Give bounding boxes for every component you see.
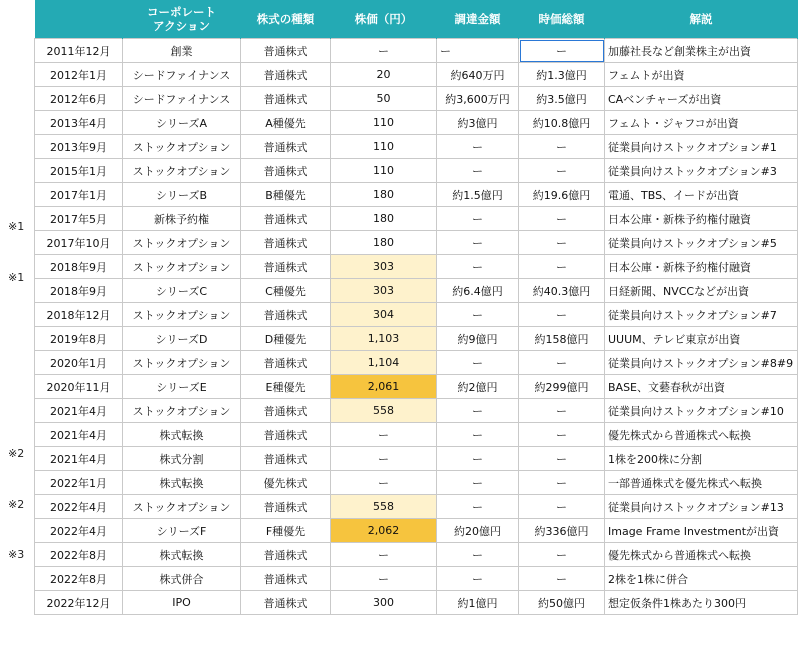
cell-share-type[interactable]: C種優先 [241,279,331,303]
table-row [35,279,798,303]
cell-share-type[interactable]: 普通株式 [241,303,331,327]
header-line: コーポレート [147,5,216,19]
cell-description[interactable]: 加藤社長など創業株主が出資 [605,39,798,63]
cell-date[interactable]: 2020年11月 [35,375,123,399]
cell-description[interactable]: 従業員向けストックオプション#13 [605,495,798,519]
table-row [35,231,798,255]
cell-description[interactable]: 2株を1株に併合 [605,567,798,591]
cell-date[interactable]: 2020年1月 [35,351,123,375]
cell-raised[interactable]: ー [437,567,519,591]
cell-action[interactable]: シードファイナンス [123,63,241,87]
table-row [35,495,798,519]
cell-raised[interactable]: ー [437,495,519,519]
table-row [35,327,798,351]
cell-date[interactable]: 2021年4月 [35,399,123,423]
cell-action[interactable]: ストックオプション [123,255,241,279]
cell-price[interactable]: 20 [331,63,437,87]
table-row [35,567,798,591]
cell-raised[interactable]: 約3,600万円 [437,87,519,111]
cell-description[interactable]: 従業員向けストックオプション#3 [605,159,798,183]
cell-raised[interactable]: 約6.4億円 [437,279,519,303]
cell-valuation[interactable]: ー [519,543,605,567]
cell-valuation[interactable]: ー [519,39,605,63]
cell-share-type[interactable]: 普通株式 [241,159,331,183]
cell-valuation[interactable]: ー [519,447,605,471]
cell-action[interactable]: シリーズD [123,327,241,351]
cell-share-type[interactable]: 普通株式 [241,591,331,615]
cell-price[interactable]: 110 [331,159,437,183]
table-row [35,303,798,327]
capital-history-table [34,0,798,615]
cell-raised[interactable]: ー [437,351,519,375]
cell-action[interactable]: ストックオプション [123,159,241,183]
cell-valuation[interactable]: ー [519,423,605,447]
cell-description[interactable]: 従業員向けストックオプション#8#9 [605,351,798,375]
cell-raised[interactable]: ー [437,423,519,447]
footnote-mark: ※2 [8,497,25,511]
cell-raised[interactable]: ー [437,135,519,159]
header-share-type: 株式の種類 [241,0,331,39]
cell-date[interactable]: 2015年1月 [35,159,123,183]
cell-action[interactable]: 株式併合 [123,567,241,591]
table-row [35,351,798,375]
cell-price[interactable]: 50 [331,87,437,111]
header-date [35,0,123,39]
cell-price[interactable]: ー [331,39,437,63]
cell-valuation[interactable]: ー [519,135,605,159]
cell-date[interactable]: 2017年10月 [35,231,123,255]
cell-action[interactable]: シリーズA [123,111,241,135]
cell-share-type[interactable]: E種優先 [241,375,331,399]
cell-action[interactable]: 株式転換 [123,471,241,495]
footnote-mark: ※1 [8,220,25,234]
cell-action[interactable]: シリーズF [123,519,241,543]
cell-action[interactable]: シリーズB [123,183,241,207]
cell-share-type[interactable]: 普通株式 [241,423,331,447]
cell-date[interactable]: 2021年4月 [35,423,123,447]
cell-description[interactable]: Image Frame Investmentが出資 [605,519,798,543]
cell-date[interactable]: 2018年9月 [35,255,123,279]
cell-raised[interactable]: ー [437,207,519,231]
cell-valuation[interactable]: ー [519,567,605,591]
cell-share-type[interactable]: 優先株式 [241,471,331,495]
cell-description[interactable]: 従業員向けストックオプション#5 [605,231,798,255]
cell-price[interactable]: ー [331,567,437,591]
cell-date[interactable]: 2019年8月 [35,327,123,351]
cell-description[interactable]: 従業員向けストックオプション#1 [605,135,798,159]
cell-raised[interactable]: ー [437,447,519,471]
cell-share-type[interactable]: 普通株式 [241,63,331,87]
cell-price[interactable]: 110 [331,135,437,159]
cell-price[interactable]: 303 [331,279,437,303]
cell-valuation[interactable]: ー [519,255,605,279]
cell-date[interactable]: 2021年4月 [35,447,123,471]
cell-price[interactable]: 558 [331,495,437,519]
cell-valuation[interactable]: ー [519,351,605,375]
cell-date[interactable]: 2017年1月 [35,183,123,207]
cell-price[interactable]: ー [331,447,437,471]
cell-date[interactable]: 2012年1月 [35,63,123,87]
cell-date[interactable]: 2018年9月 [35,279,123,303]
table-row [35,447,798,471]
cell-share-type[interactable]: 普通株式 [241,255,331,279]
cell-price[interactable]: 1,103 [331,327,437,351]
table-row [35,111,798,135]
cell-valuation[interactable]: ー [519,159,605,183]
cell-price[interactable]: 303 [331,255,437,279]
cell-share-type[interactable]: 普通株式 [241,231,331,255]
cell-description[interactable]: 一部普通株式を優先株式へ転換 [605,471,798,495]
cell-date[interactable]: 2012年6月 [35,87,123,111]
cell-price[interactable]: 180 [331,207,437,231]
cell-action[interactable]: 創業 [123,39,241,63]
cell-share-type[interactable]: 普通株式 [241,87,331,111]
cell-share-type[interactable]: 普通株式 [241,135,331,159]
cell-date[interactable]: 2013年9月 [35,135,123,159]
cell-raised[interactable]: 約1億円 [437,591,519,615]
cell-share-type[interactable]: D種優先 [241,327,331,351]
cell-share-type[interactable]: A種優先 [241,111,331,135]
table-row [35,135,798,159]
cell-description[interactable]: 1株を200株に分割 [605,447,798,471]
cell-date[interactable]: 2022年8月 [35,543,123,567]
cell-date[interactable]: 2018年12月 [35,303,123,327]
table-row [35,375,798,399]
cell-valuation[interactable]: 約50億円 [519,591,605,615]
cell-valuation[interactable]: ー [519,303,605,327]
cell-action[interactable]: ストックオプション [123,399,241,423]
cell-price[interactable]: 180 [331,231,437,255]
cell-share-type[interactable]: B種優先 [241,183,331,207]
table-row [35,471,798,495]
cell-description[interactable]: BASE、文藝春秋が出資 [605,375,798,399]
cell-price[interactable]: 2,062 [331,519,437,543]
cell-share-type[interactable]: 普通株式 [241,399,331,423]
header-corporate-action [123,0,241,39]
cell-valuation[interactable]: 約299億円 [519,375,605,399]
cell-date[interactable]: 2011年12月 [35,39,123,63]
cell-raised[interactable]: 約2億円 [437,375,519,399]
cell-valuation[interactable]: 約19.6億円 [519,183,605,207]
header-amount-raised: 調達金額 [437,0,519,39]
cell-date[interactable]: 2022年8月 [35,567,123,591]
table-row [35,543,798,567]
cell-action[interactable]: 新株予約権 [123,207,241,231]
cell-date[interactable]: 2017年5月 [35,207,123,231]
cell-raised[interactable]: 約3億円 [437,111,519,135]
cell-price[interactable]: 1,104 [331,351,437,375]
cell-description[interactable]: フェムトが出資 [605,63,798,87]
header-valuation: 時価総額 [519,0,605,39]
cell-action[interactable]: ストックオプション [123,231,241,255]
cell-raised[interactable]: 約9億円 [437,327,519,351]
footnote-mark: ※3 [8,548,25,561]
table-row [35,183,798,207]
header-line: アクション [153,19,210,33]
header-share-price: 株価（円） [331,0,437,39]
cell-valuation[interactable]: 約10.8億円 [519,111,605,135]
cell-price[interactable]: 558 [331,399,437,423]
table-row [35,255,798,279]
cell-action[interactable]: ストックオプション [123,351,241,375]
cell-price[interactable]: 180 [331,183,437,207]
cell-description[interactable]: 日本公庫・新株予約権付融資 [605,255,798,279]
cell-valuation[interactable]: 約3.5億円 [519,87,605,111]
cell-valuation[interactable]: 約40.3億円 [519,279,605,303]
cell-raised[interactable]: ー [437,471,519,495]
cell-action[interactable]: IPO [123,591,241,615]
table-body [35,39,798,615]
table-row [35,591,798,615]
cell-raised[interactable]: ー [437,39,519,63]
cell-action[interactable]: 株式分割 [123,447,241,471]
cell-date[interactable]: 2022年4月 [35,519,123,543]
footnote-mark: ※2 [8,447,25,461]
cell-description[interactable]: 日本公庫・新株予約権付融資 [605,207,798,231]
cell-action[interactable]: ストックオプション [123,495,241,519]
cell-description[interactable]: 優先株式から普通株式へ転換 [605,543,798,567]
cell-share-type[interactable]: 普通株式 [241,495,331,519]
cell-action[interactable]: シリーズC [123,279,241,303]
cell-description[interactable]: UUUM、テレビ東京が出資 [605,327,798,351]
cell-description[interactable]: 日経新聞、NVCCなどが出資 [605,279,798,303]
table-row [35,87,798,111]
footnote-mark: ※1 [8,270,25,284]
cell-price[interactable]: ー [331,471,437,495]
cell-valuation[interactable]: ー [519,399,605,423]
cell-date[interactable]: 2022年4月 [35,495,123,519]
cell-action[interactable]: ストックオプション [123,303,241,327]
cell-description[interactable]: フェムト・ジャフコが出資 [605,111,798,135]
cell-share-type[interactable]: 普通株式 [241,567,331,591]
cell-description[interactable]: CAベンチャーズが出資 [605,87,798,111]
cell-valuation[interactable]: 約158億円 [519,327,605,351]
cell-valuation[interactable]: ー [519,207,605,231]
table-row [35,63,798,87]
cell-description[interactable]: 想定仮条件1株あたり300円 [605,591,798,615]
table-row [35,159,798,183]
cell-price[interactable]: ー [331,543,437,567]
cell-raised[interactable]: 約640万円 [437,63,519,87]
cell-valuation[interactable]: ー [519,495,605,519]
cell-share-type[interactable]: 普通株式 [241,351,331,375]
cell-raised[interactable]: ー [437,543,519,567]
cell-raised[interactable]: 約1.5億円 [437,183,519,207]
cell-share-type[interactable]: 普通株式 [241,207,331,231]
cell-raised[interactable]: ー [437,303,519,327]
cell-share-type[interactable]: F種優先 [241,519,331,543]
cell-date[interactable]: 2022年1月 [35,471,123,495]
table-row [35,423,798,447]
cell-description[interactable]: 電通、TBS、イードが出資 [605,183,798,207]
table-row [35,399,798,423]
cell-raised[interactable]: ー [437,159,519,183]
cell-share-type[interactable]: 普通株式 [241,39,331,63]
cell-date[interactable]: 2022年12月 [35,591,123,615]
table-row [35,207,798,231]
cell-description[interactable]: 優先株式から普通株式へ転換 [605,423,798,447]
cell-price[interactable]: 300 [331,591,437,615]
cell-raised[interactable]: ー [437,255,519,279]
table-header-row [35,0,798,39]
header-description: 解説 [605,0,798,39]
cell-price[interactable]: 110 [331,111,437,135]
cell-date[interactable]: 2013年4月 [35,111,123,135]
cell-description[interactable]: 従業員向けストックオプション#7 [605,303,798,327]
table-row [35,519,798,543]
cell-price[interactable]: 304 [331,303,437,327]
cell-raised[interactable]: ー [437,231,519,255]
cell-valuation[interactable]: 約336億円 [519,519,605,543]
cell-action[interactable]: シードファイナンス [123,87,241,111]
table-row [35,39,798,63]
cell-valuation[interactable]: 約1.3億円 [519,63,605,87]
cell-valuation[interactable]: ー [519,231,605,255]
cell-raised[interactable]: ー [437,399,519,423]
cell-action[interactable]: ストックオプション [123,135,241,159]
cell-description[interactable]: 従業員向けストックオプション#10 [605,399,798,423]
cell-share-type[interactable]: 普通株式 [241,543,331,567]
cell-share-type[interactable]: 普通株式 [241,447,331,471]
cell-action[interactable]: 株式転換 [123,423,241,447]
cell-price[interactable]: ー [331,423,437,447]
cell-valuation[interactable]: ー [519,471,605,495]
cell-price[interactable]: 2,061 [331,375,437,399]
cell-action[interactable]: 株式転換 [123,543,241,567]
cell-action[interactable]: シリーズE [123,375,241,399]
cell-raised[interactable]: 約20億円 [437,519,519,543]
